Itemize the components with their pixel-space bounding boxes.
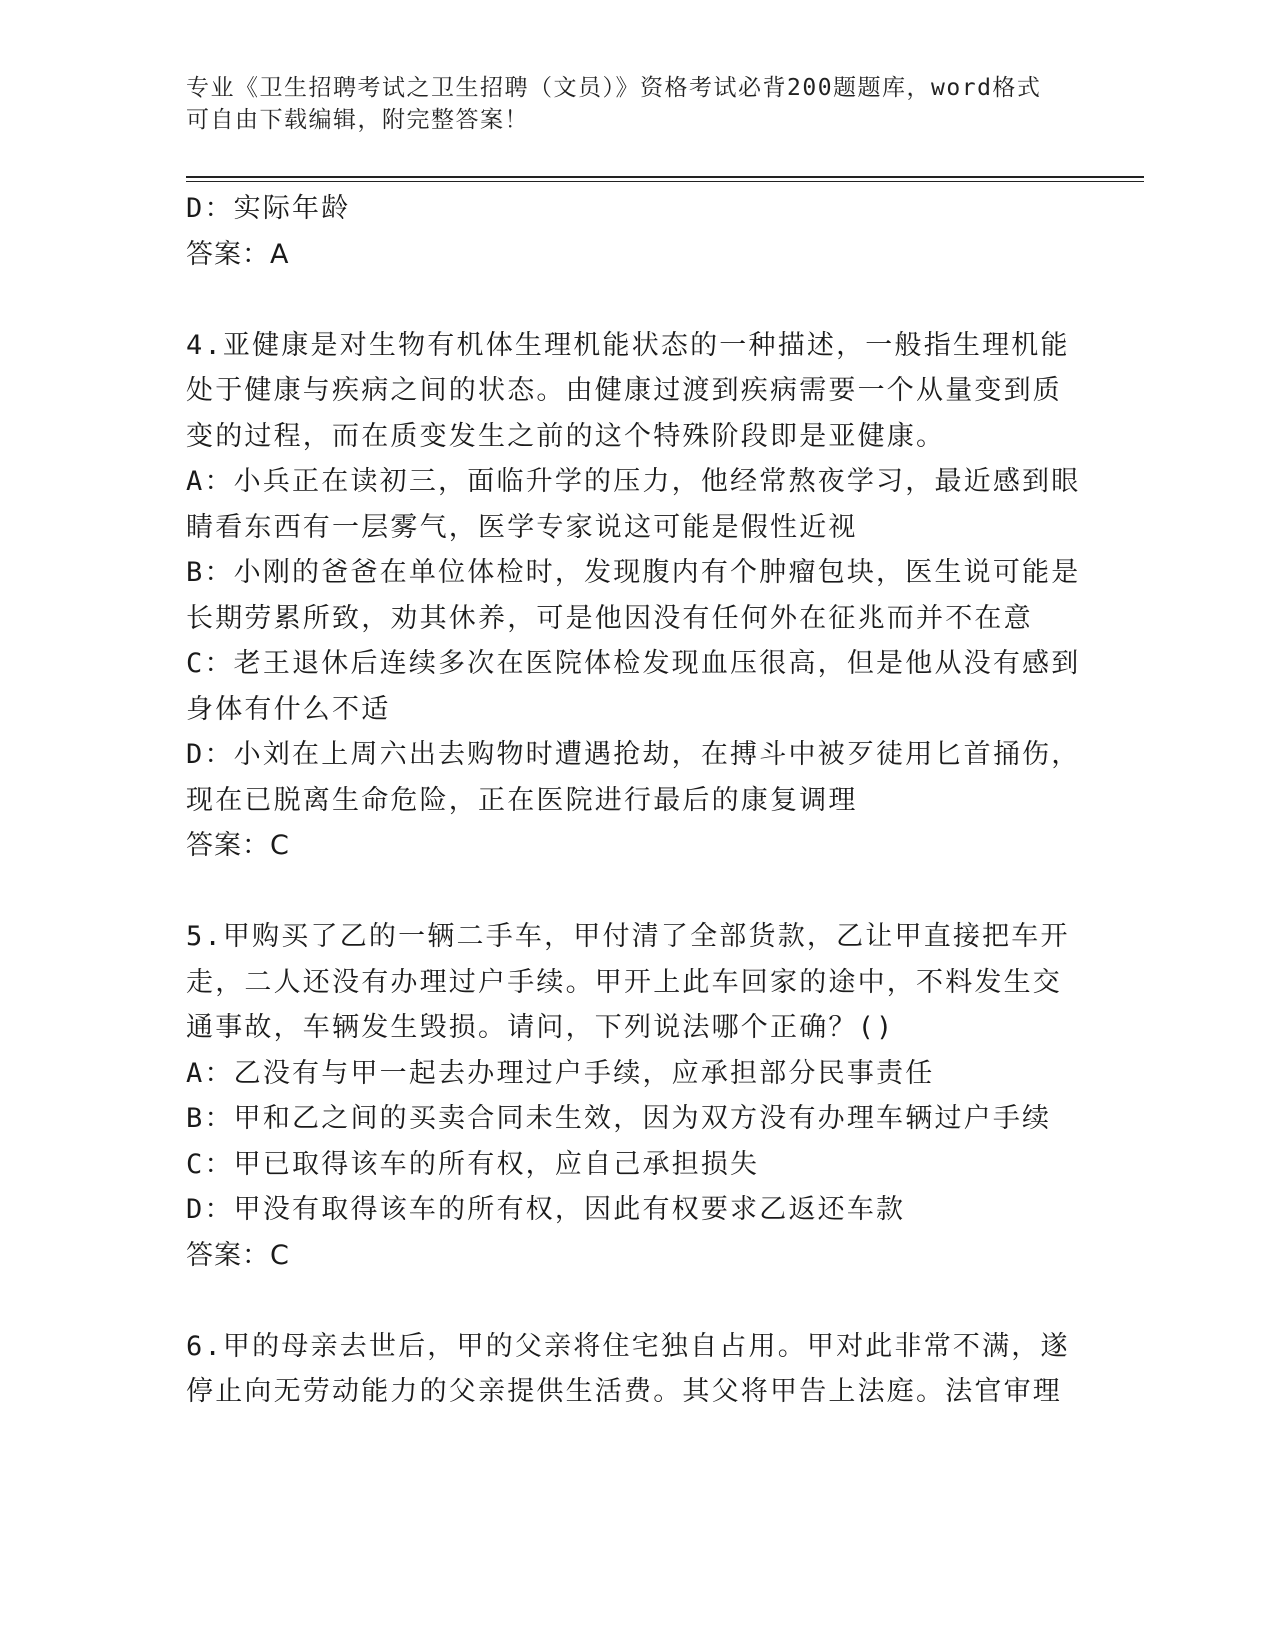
header-title-line-2: 可自由下载编辑，附完整答案！ <box>186 107 529 133</box>
q4-stem-line-3: 变的过程，而在质变发生之前的这个特殊阶段即是亚健康。 <box>186 420 946 452</box>
q4-stem-line-1: 4.亚健康是对生物有机体生理机能状态的一种描述，一般指生理机能 <box>186 329 1070 361</box>
q5-answer: 答案：C <box>186 1239 290 1271</box>
q5-stem-line-3: 通事故，车辆发生毁损。请问，下列说法哪个正确？() <box>186 1012 895 1043</box>
q4-option-c-line-2: 身体有什么不适 <box>186 693 391 725</box>
q4-option-a-line-2: 睛看东西有一层雾气，医学专家说这可能是假性近视 <box>186 511 858 543</box>
q5-option-d: D：甲没有取得该车的所有权，因此有权要求乙返还车款 <box>186 1194 906 1225</box>
header-title-line-1: 专业《卫生招聘考试之卫生招聘（文员）》资格考试必背200题题库，word格式 <box>186 75 1042 101</box>
page-header <box>186 72 1066 136</box>
q4-answer: 答案：C <box>186 830 290 861</box>
q5-option-b: B：甲和乙之间的买卖合同未生效，因为双方没有办理车辆过户手续 <box>186 1103 1052 1134</box>
header-divider-thin <box>186 181 1144 182</box>
q5-option-a: A：乙没有与甲一起去办理过户手续，应承担部分民事责任 <box>186 1057 935 1089</box>
q4-option-b-line-2: 长期劳累所致，劝其休养，可是他因没有任何外在征兆而并不在意 <box>186 602 1033 634</box>
q5-stem-line-1: 5.甲购买了乙的一辆二手车，甲付清了全部货款，乙让甲直接把车开 <box>186 921 1070 952</box>
q5-option-c: C：甲已取得该车的所有权，应自己承担损失 <box>186 1148 760 1180</box>
q6-stem-line-1: 6.甲的母亲去世后，甲的父亲将住宅独自占用。甲对此非常不满，遂 <box>186 1330 1070 1362</box>
spacer <box>186 277 1086 323</box>
q5-stem-line-2: 走，二人还没有办理过户手续。甲开上此车回家的途中，不料发生交 <box>186 966 1062 998</box>
header-divider-thick <box>186 176 1144 178</box>
q3-answer: 答案：A <box>186 238 290 270</box>
q4-option-b-line-1: B：小刚的爸爸在单位体检时，发现腹内有个肿瘤包块，医生说可能是 <box>186 557 1081 588</box>
q4-option-d-line-1: D：小刘在上周六出去购物时遭遇抢劫，在搏斗中被歹徒用匕首捅伤， <box>186 739 1081 770</box>
q3-option-d: D：实际年龄 <box>186 193 351 224</box>
q4-option-c-line-1: C：老王退休后连续多次在医院体检发现血压很高，但是他从没有感到 <box>186 648 1081 679</box>
q4-option-d-line-2: 现在已脱离生命危险，正在医院进行最后的康复调理 <box>186 784 858 816</box>
spacer <box>186 1278 1086 1324</box>
q4-option-a-line-1: A：小兵正在读初三，面临升学的压力，他经常熬夜学习，最近感到眼 <box>186 466 1081 497</box>
spacer <box>186 869 1086 915</box>
question-content <box>186 186 1086 1415</box>
q4-stem-line-2: 处于健康与疾病之间的状态。由健康过渡到疾病需要一个从量变到质 <box>186 375 1062 406</box>
q6-stem-line-2: 停止向无劳动能力的父亲提供生活费。其父将甲告上法庭。法官审理 <box>186 1376 1062 1407</box>
